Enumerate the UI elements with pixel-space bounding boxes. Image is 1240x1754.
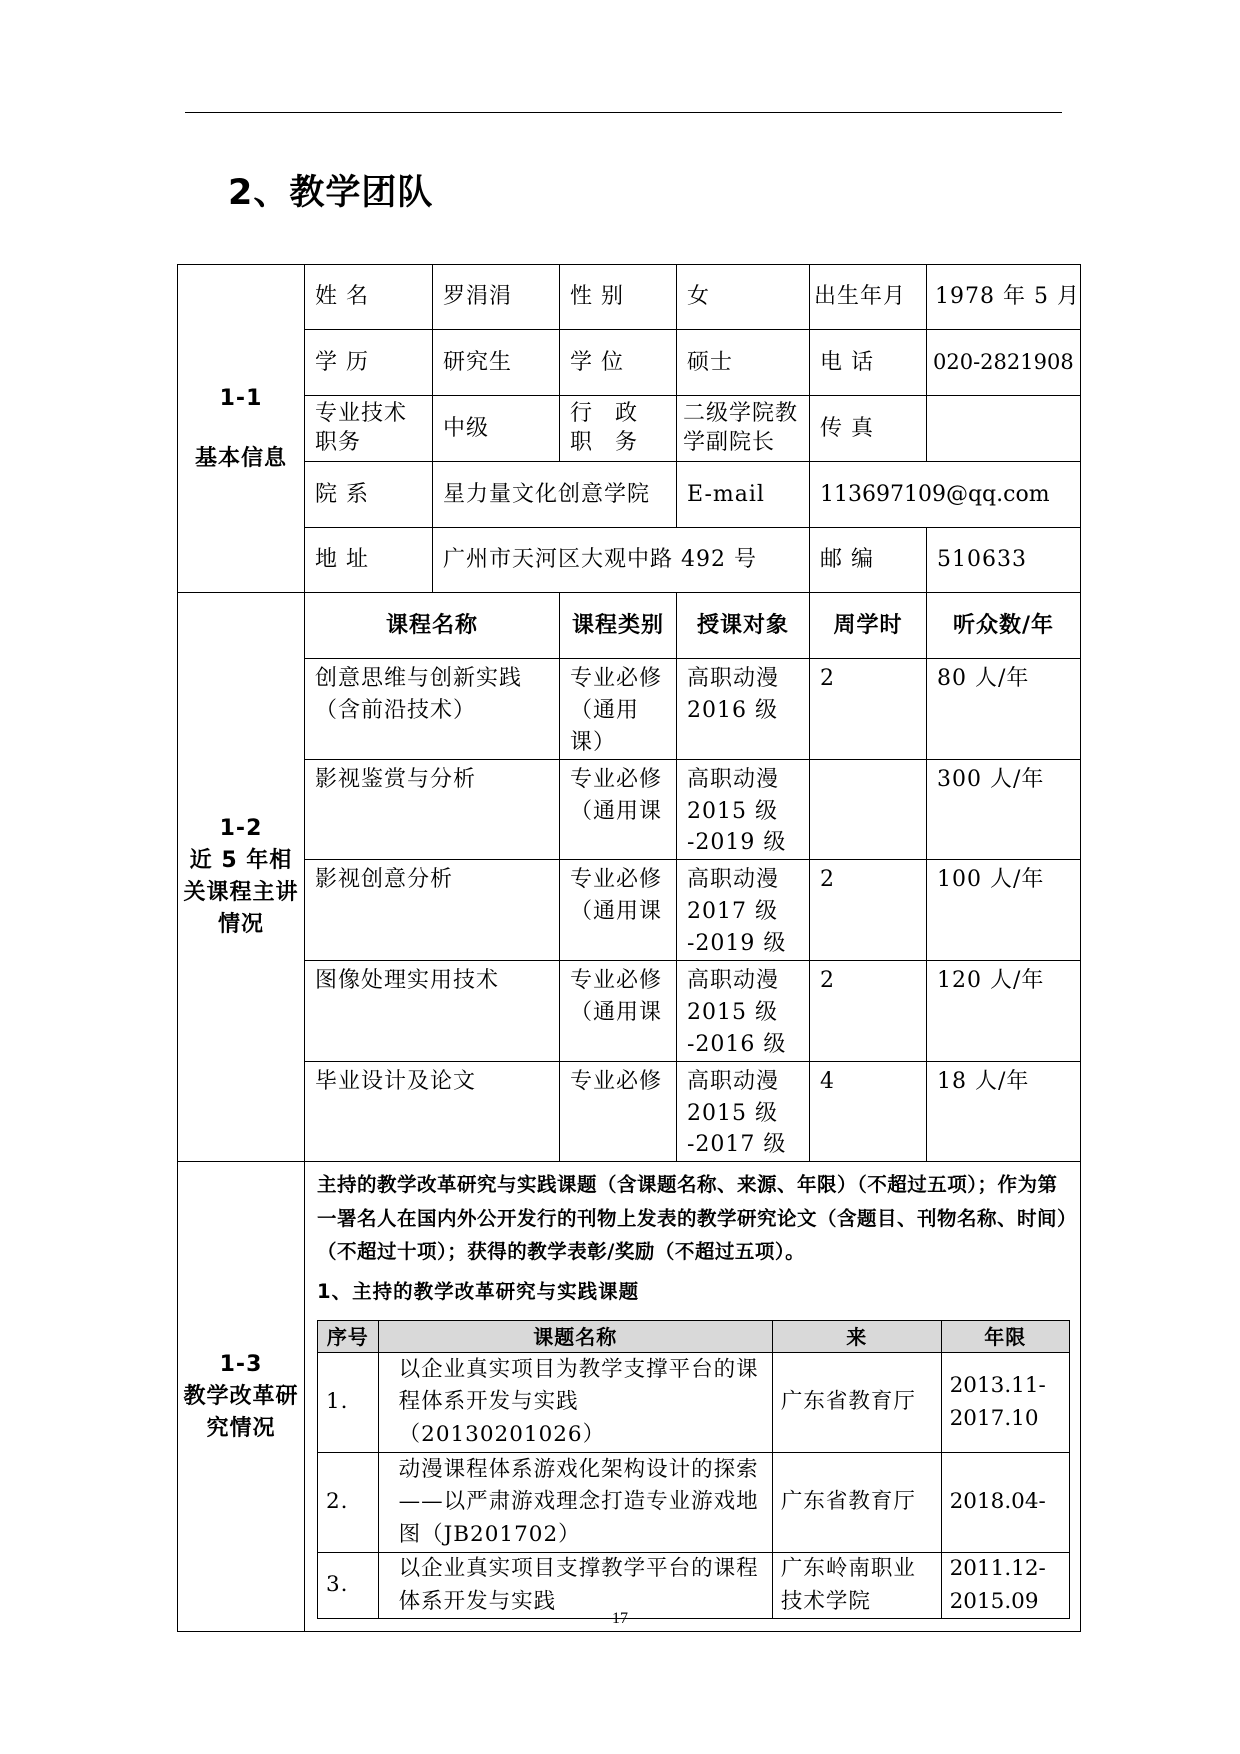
admin-post-value: 二级学院教学副院长	[677, 396, 810, 462]
admin-post-label: 行 政 职 务	[560, 396, 677, 462]
project-period: 2011.12-2015.09	[941, 1553, 1069, 1619]
education-label: 学 历	[305, 330, 433, 396]
project-name-header: 课题名称	[378, 1321, 772, 1353]
section-title: 基本信息	[194, 445, 287, 471]
reform-content	[305, 1162, 1081, 1632]
zipcode-value: 510633	[927, 528, 1081, 593]
table-row	[318, 1353, 1070, 1453]
course-audience: 18 人/年	[927, 1061, 1081, 1162]
project-name: 动漫课程体系游戏化架构设计的探索——以严肃游戏理念打造专业游戏地图（JB201702）	[378, 1453, 772, 1553]
gender-value: 女	[677, 265, 810, 330]
team-table	[177, 264, 1081, 1632]
course-name: 影视鉴赏与分析	[305, 759, 560, 860]
fax-label: 传 真	[810, 396, 927, 462]
page-number: 17	[612, 1610, 628, 1627]
course-target: 高职动漫 2015 级 -2019 级	[677, 759, 810, 860]
email-value: 113697109@qq.com	[810, 462, 1081, 528]
email-label: E-mail	[677, 462, 810, 528]
section-number: 1-1	[219, 385, 263, 411]
header-rule	[185, 112, 1062, 113]
phone-label: 电 话	[810, 330, 927, 396]
course-hours: 2	[810, 860, 927, 961]
project-no-header: 序号	[318, 1321, 379, 1353]
table-row	[178, 659, 1081, 760]
education-value: 研究生	[433, 330, 560, 396]
name-value: 罗涓涓	[433, 265, 560, 330]
zipcode-label: 邮 编	[810, 528, 927, 593]
course-name: 图像处理实用技术	[305, 961, 560, 1062]
phone-value: 020-2821908	[927, 330, 1081, 396]
section-heading: 2、教学团队	[228, 173, 434, 213]
course-category: 专业必修（通用课）	[560, 659, 677, 760]
project-name: 以企业真实项目为教学支撑平台的课程体系开发与实践（20130201026）	[378, 1353, 772, 1453]
section-courses	[178, 593, 305, 1162]
project-no: 2.	[318, 1453, 379, 1553]
project-name: 以企业真实项目支撑教学平台的课程体系开发与实践	[378, 1553, 772, 1619]
project-source: 广东省教育厅	[772, 1353, 941, 1453]
course-hours-header: 周学时	[810, 593, 927, 659]
course-name: 影视创意分析	[305, 860, 560, 961]
course-audience: 80 人/年	[927, 659, 1081, 760]
course-category-header: 课程类别	[560, 593, 677, 659]
course-target: 高职动漫 2015 级 -2017 级	[677, 1061, 810, 1162]
project-no: 3.	[318, 1553, 379, 1619]
birth-label: 出生年月	[810, 265, 927, 330]
job-title-value: 中级	[433, 396, 560, 462]
department-value: 星力量文化创意学院	[433, 462, 677, 528]
project-source: 广东岭南职业技术学院	[772, 1553, 941, 1619]
course-audience: 300 人/年	[927, 759, 1081, 860]
course-hours: 2	[810, 659, 927, 760]
address-label: 地 址	[305, 528, 433, 593]
table-row	[178, 961, 1081, 1062]
course-category: 专业必修（通用课	[560, 759, 677, 860]
degree-label: 学 位	[560, 330, 677, 396]
reform-projects-table	[317, 1320, 1070, 1619]
project-no: 1.	[318, 1353, 379, 1453]
table-row	[178, 759, 1081, 860]
section-reform	[178, 1162, 305, 1632]
course-audience-header: 听众数/年	[927, 593, 1081, 659]
address-value: 广州市天河区大观中路 492 号	[433, 528, 810, 593]
project-period-header: 年限	[941, 1321, 1069, 1353]
section-number: 1-3	[219, 1351, 263, 1377]
reform-intro: 主持的教学改革研究与实践课题（含课题名称、来源、年限）（不超过五项）；作为第一署名人在国内外公开发行的刊物上发表的教学研究论文（含题目、刊物名称、时间）（不超过十项）；获得的教学表彰/奖励（不超过五项）。	[317, 1173, 1068, 1263]
table-row	[178, 1061, 1081, 1162]
table-row	[178, 860, 1081, 961]
course-category: 专业必修（通用课	[560, 961, 677, 1062]
birth-value: 1978 年 5 月	[927, 265, 1081, 330]
course-target: 高职动漫 2016 级	[677, 659, 810, 760]
project-period: 2013.11-2017.10	[941, 1353, 1069, 1453]
course-target-header: 授课对象	[677, 593, 810, 659]
course-target: 高职动漫 2015 级 -2016 级	[677, 961, 810, 1062]
course-hours: 2	[810, 961, 927, 1062]
section-title: 近 5 年相关课程主讲情况	[183, 848, 299, 938]
course-audience: 100 人/年	[927, 860, 1081, 961]
reform-subheading: 1、主持的教学改革研究与实践课题	[317, 1279, 640, 1303]
degree-value: 硕士	[677, 330, 810, 396]
course-name: 创意思维与创新实践（含前沿技术）	[305, 659, 560, 760]
course-category: 专业必修	[560, 1061, 677, 1162]
course-hours	[810, 759, 927, 860]
gender-label: 性 别	[560, 265, 677, 330]
fax-value	[927, 396, 1081, 462]
section-basic-info	[178, 265, 305, 593]
project-period: 2018.04-	[941, 1453, 1069, 1553]
department-label: 院 系	[305, 462, 433, 528]
job-title-label: 专业技术职务	[305, 396, 433, 462]
section-title: 教学改革研究情况	[183, 1383, 299, 1441]
project-source: 广东省教育厅	[772, 1453, 941, 1553]
table-row	[318, 1453, 1070, 1553]
project-source-header: 来	[772, 1321, 941, 1353]
name-label: 姓 名	[305, 265, 433, 330]
course-audience: 120 人/年	[927, 961, 1081, 1062]
table-row	[318, 1553, 1070, 1619]
course-name-header: 课程名称	[305, 593, 560, 659]
course-category: 专业必修（通用课	[560, 860, 677, 961]
course-target: 高职动漫 2017 级 -2019 级	[677, 860, 810, 961]
course-hours: 4	[810, 1061, 927, 1162]
section-number: 1-2	[219, 816, 263, 842]
course-name: 毕业设计及论文	[305, 1061, 560, 1162]
